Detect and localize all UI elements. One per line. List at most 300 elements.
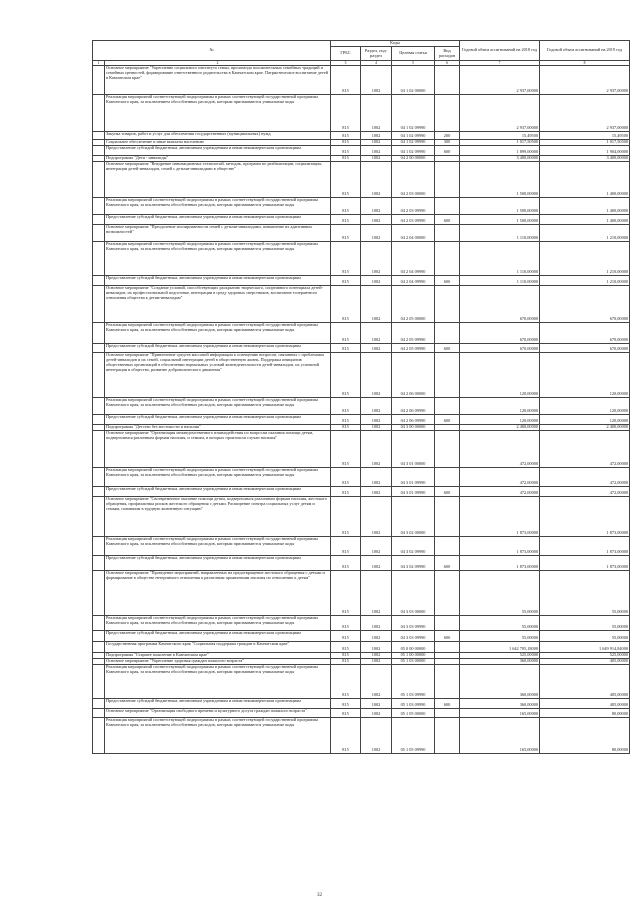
amount-2019-cell: 55,00000 (540, 571, 630, 616)
amount-2019-cell: 80,00000 (540, 718, 630, 754)
row-number-cell (93, 699, 105, 709)
row-number-cell (93, 323, 105, 344)
expense-type-cell (435, 431, 460, 468)
amount-2018-cell: 1 500,00000 (460, 162, 540, 198)
amount-2019-cell: 405,00000 (540, 699, 630, 709)
expense-type-cell: 600 (435, 556, 460, 571)
razdel-cell: 1002 (361, 415, 392, 425)
table-row (93, 616, 630, 631)
table-row (93, 215, 630, 225)
expense-type-cell (435, 323, 460, 344)
row-number-cell (93, 344, 105, 353)
amount-2018-cell: 120,00000 (460, 398, 540, 415)
grbs-cell: 815 (331, 642, 361, 653)
row-name-cell: Основное мероприятие "Создание условий, способствующих раскрытию творческого, спортивного потенциала детей-инвалидов, их профессиональной подготовке, интеграции в среду здоровых сверстников, воспитание толерантного отношения общества к детям-инвалидам" (105, 286, 331, 323)
target-article-cell: 04 3 02 00000 (392, 497, 435, 537)
row-name-cell: Основное мероприятие "Преодоление изолированности семей с детьми-инвалидами, повышение их адаптивных возможностей" (105, 225, 331, 242)
amount-2019-cell: 55,00000 (540, 631, 630, 642)
table-row (93, 718, 630, 754)
razdel-cell: 1002 (361, 665, 392, 699)
table-row (93, 699, 630, 709)
grbs-cell: 815 (331, 140, 361, 146)
row-name-cell: Государственная программа Камчатского края "Социальная поддержка граждан в Камчатском крае" (105, 642, 331, 653)
table-header (93, 41, 630, 66)
amount-2019-cell: 120,00000 (540, 398, 630, 415)
row-name-cell: Подпрограмма "Дети - инвалиды" (105, 156, 331, 162)
header-cs: Целевая статья (392, 47, 435, 61)
razdel-cell: 1002 (361, 242, 392, 276)
grbs-cell: 815 (331, 286, 361, 323)
razdel-cell: 1002 (361, 659, 392, 665)
grbs-cell: 815 (331, 323, 361, 344)
header-num: № (93, 41, 331, 61)
razdel-cell: 1002 (361, 162, 392, 198)
row-name-cell: Реализация мероприятий соответствующей подпрограммы в рамках соответствующей государственной программы Камчатского края, за исключением обособленных расходов, которым присваиваются уникальные коды (105, 95, 331, 132)
razdel-cell: 1002 (361, 344, 392, 353)
header-2018: Годовой объем ассигнований на 2018 год (460, 41, 540, 61)
row-name-cell: Реализация мероприятий соответствующей подпрограммы в рамках соответствующей государственной программы Камчатского края, за исключением обособленных расходов, которым присваиваются уникальные коды (105, 665, 331, 699)
razdel-cell: 1002 (361, 146, 392, 156)
col-num: 5 (392, 61, 435, 66)
row-name-cell: Реализация мероприятий соответствующей подпрограммы в рамках соответствующей государственной программы Камчатского края, за исключением обособленных расходов, которым присваиваются уникальные коды (105, 718, 331, 754)
row-number-cell (93, 537, 105, 556)
amount-2018-cell: 1 500,00000 (460, 198, 540, 215)
table-row (93, 497, 630, 537)
expense-type-cell: 600 (435, 344, 460, 353)
amount-2018-cell: 120,00000 (460, 353, 540, 398)
amount-2018-cell: 670,00000 (460, 323, 540, 344)
amount-2018-cell: 360,00000 (460, 659, 540, 665)
amount-2019-cell: 120,00000 (540, 353, 630, 398)
amount-2019-cell: 405,00000 (540, 665, 630, 699)
grbs-cell: 815 (331, 571, 361, 616)
row-number-cell (93, 431, 105, 468)
amount-2018-cell: 1 017,50500 (460, 140, 540, 146)
target-article-cell: 05 1 03 00000 (392, 659, 435, 665)
target-article-cell: 05 1 00 00000 (392, 653, 435, 659)
amount-2018-cell: 2 400,00000 (460, 425, 540, 431)
table-row (93, 225, 630, 242)
amount-2018-cell: 1 110,00000 (460, 225, 540, 242)
target-article-cell: 04 3 03 09990 (392, 631, 435, 642)
table-row (93, 344, 630, 353)
grbs-cell: 815 (331, 616, 361, 631)
row-number-cell (93, 571, 105, 616)
table-row (93, 323, 630, 344)
row-number-cell (93, 415, 105, 425)
amount-2019-cell: 670,00000 (540, 323, 630, 344)
amount-2018-cell: 472,00000 (460, 487, 540, 497)
amount-2019-cell: 472,00000 (540, 431, 630, 468)
grbs-cell: 815 (331, 215, 361, 225)
row-number-cell (93, 709, 105, 718)
grbs-cell: 815 (331, 276, 361, 286)
amount-2018-cell: 1 642 705,18000 (460, 642, 540, 653)
target-article-cell: 04 3 00 00000 (392, 425, 435, 431)
target-article-cell: 04 1 02 09990 (392, 146, 435, 156)
grbs-cell: 815 (331, 242, 361, 276)
amount-2018-cell: 360,00000 (460, 699, 540, 709)
row-name-cell: Предоставление субсидий бюджетным, автономным учреждениям и иным некоммерческим организациям (105, 215, 331, 225)
amount-2019-cell: 1 873,00000 (540, 556, 630, 571)
page-number: 32 (317, 893, 322, 898)
target-article-cell: 04 3 01 00000 (392, 431, 435, 468)
razdel-cell: 1002 (361, 140, 392, 146)
amount-2018-cell: 1 873,00000 (460, 497, 540, 537)
target-article-cell: 04 2 06 00000 (392, 353, 435, 398)
amount-2018-cell: 55,00000 (460, 631, 540, 642)
row-name-cell: Основное мероприятие "Укрепление здоровья граждан пожилого возраста" (105, 659, 331, 665)
amount-2018-cell: 1 110,00000 (460, 242, 540, 276)
amount-2018-cell: 1 899,00000 (460, 146, 540, 156)
razdel-cell: 1002 (361, 556, 392, 571)
row-number-cell (93, 66, 105, 95)
row-number-cell (93, 665, 105, 699)
row-number-cell (93, 718, 105, 754)
razdel-cell: 1002 (361, 642, 392, 653)
amount-2018-cell: 165,00000 (460, 718, 540, 754)
target-article-cell: 04 1 02 00000 (392, 66, 435, 95)
amount-2019-cell: 472,00000 (540, 468, 630, 487)
razdel-cell: 1002 (361, 95, 392, 132)
col-num: 2 (105, 61, 331, 66)
row-name-cell: Социальное обеспечение и иные выплаты населению (105, 140, 331, 146)
amount-2018-cell: 1 110,00000 (460, 276, 540, 286)
grbs-cell: 815 (331, 709, 361, 718)
amount-2019-cell: 2 937,00000 (540, 66, 630, 95)
target-article-cell: 05 0 00 00000 (392, 642, 435, 653)
header-razdel: Раздел, под-раздел (361, 47, 392, 61)
col-num: 1 (93, 61, 105, 66)
amount-2018-cell: 472,00000 (460, 431, 540, 468)
table-row (93, 66, 630, 95)
razdel-cell: 1002 (361, 425, 392, 431)
row-number-cell (93, 286, 105, 323)
target-article-cell: 05 1 05 00000 (392, 709, 435, 718)
razdel-cell: 1002 (361, 468, 392, 487)
expense-type-cell (435, 242, 460, 276)
amount-2018-cell: 670,00000 (460, 286, 540, 323)
razdel-cell: 1002 (361, 276, 392, 286)
amount-2019-cell: 1 904,00000 (540, 146, 630, 156)
row-name-cell: Предоставление субсидий бюджетным, автономным учреждениям и иным некоммерческим организациям (105, 415, 331, 425)
amount-2019-cell: 55,00000 (540, 616, 630, 631)
table-row (93, 487, 630, 497)
razdel-cell: 1002 (361, 616, 392, 631)
razdel-cell: 1002 (361, 323, 392, 344)
table-row (93, 353, 630, 398)
grbs-cell: 815 (331, 468, 361, 487)
row-name-cell: Предоставление субсидий бюджетным, автономным учреждениям и иным некоммерческим организациям (105, 556, 331, 571)
amount-2018-cell: 670,00000 (460, 344, 540, 353)
header-grbs: ГРБС (331, 47, 361, 61)
row-name-cell: Основное мероприятие "Укрепление социального института семьи, пропаганда положительных семейных традиций и семейных ценностей, формирование ответственного родительства в Камчатском крае. Патриотическое воспитание детей в Камчатском крае" (105, 66, 331, 95)
target-article-cell: 05 1 05 09990 (392, 718, 435, 754)
target-article-cell: 04 1 02 09990 (392, 132, 435, 140)
col-num: 7 (460, 61, 540, 66)
expense-type-cell (435, 642, 460, 653)
grbs-cell: 815 (331, 146, 361, 156)
razdel-cell: 1002 (361, 487, 392, 497)
row-number-cell (93, 162, 105, 198)
expense-type-cell (435, 66, 460, 95)
target-article-cell: 04 2 04 00000 (392, 225, 435, 242)
row-name-cell: Основное мероприятие "Организация межведомственного взаимодействия по вопросам оказания помощи детям, подвергшимся различным формам насилия, и семьям, в которых произошли случаи насилия" (105, 431, 331, 468)
expense-type-cell: 600 (435, 415, 460, 425)
expense-type-cell (435, 286, 460, 323)
amount-2018-cell: 360,00000 (460, 665, 540, 699)
amount-2019-cell: 1 400,00000 (540, 215, 630, 225)
amount-2019-cell: 1 873,00000 (540, 497, 630, 537)
amount-2019-cell: 1 873,00000 (540, 537, 630, 556)
target-article-cell: 04 2 05 09990 (392, 323, 435, 344)
grbs-cell: 815 (331, 225, 361, 242)
amount-2019-cell: 80,00000 (540, 709, 630, 718)
expense-type-cell: 600 (435, 276, 460, 286)
row-name-cell: Основное мероприятие "Привлечение средств массовой информации к освещению вопросов, связанных с проблемами детей-инвалидов и их семей, социальной интеграции детей в общественную жизнь. Поддержка инициатив общественных организаций в обеспечении нормальных условий жизнедеятельности детей-инвалидов, их успешной интеграции в общество, развитие добровольческого движения" (105, 353, 331, 398)
row-number-cell (93, 242, 105, 276)
target-article-cell: 04 3 02 09990 (392, 537, 435, 556)
expense-type-cell (435, 616, 460, 631)
row-number-cell (93, 353, 105, 398)
amount-2019-cell: 472,00000 (540, 487, 630, 497)
table-row (93, 642, 630, 653)
amount-2019-cell: 1 400,00000 (540, 162, 630, 198)
row-number-cell (93, 398, 105, 415)
target-article-cell: 05 1 03 09990 (392, 699, 435, 709)
target-article-cell: 04 2 00 00000 (392, 156, 435, 162)
expense-type-cell (435, 497, 460, 537)
razdel-cell: 1002 (361, 718, 392, 754)
row-name-cell: Основное мероприятие "Организация свободного времени и культурного досуга граждан пожилого возраста" (105, 709, 331, 718)
grbs-cell: 815 (331, 415, 361, 425)
amount-2019-cell: 120,00000 (540, 415, 630, 425)
row-number-cell (93, 215, 105, 225)
row-name-cell: Предоставление субсидий бюджетным, автономным учреждениям и иным некоммерческим организациям (105, 487, 331, 497)
amount-2019-cell: 405,00000 (540, 659, 630, 665)
row-number-cell (93, 642, 105, 653)
expense-type-cell: 600 (435, 146, 460, 156)
expense-type-cell (435, 225, 460, 242)
amount-2018-cell: 1 500,00000 (460, 215, 540, 225)
target-article-cell: 04 3 03 00000 (392, 571, 435, 616)
grbs-cell: 815 (331, 665, 361, 699)
grbs-cell: 815 (331, 398, 361, 415)
amount-2019-cell: 15,49500 (540, 132, 630, 140)
amount-2018-cell: 3 400,00000 (460, 156, 540, 162)
grbs-cell: 815 (331, 718, 361, 754)
expense-type-cell: 600 (435, 699, 460, 709)
grbs-cell: 815 (331, 156, 361, 162)
razdel-cell: 1002 (361, 198, 392, 215)
grbs-cell: 815 (331, 132, 361, 140)
budget-table (92, 40, 630, 754)
row-name-cell: Основное мероприятие "Своевременное оказание помощи детям, подвергшимся различным формам насилия, жестокого обращения, профилактика рисков жестокого обращения с детьми. Расширение спектра социальных услуг детям и семьям, попавшим в трудную жизненную ситуацию" (105, 497, 331, 537)
razdel-cell: 1002 (361, 497, 392, 537)
table-row (93, 556, 630, 571)
target-article-cell: 04 2 05 00000 (392, 286, 435, 323)
amount-2018-cell: 55,00000 (460, 616, 540, 631)
col-num: 4 (361, 61, 392, 66)
target-article-cell: 04 2 05 09990 (392, 344, 435, 353)
row-name-cell: Предоставление субсидий бюджетным, автономным учреждениям и иным некоммерческим организациям (105, 276, 331, 286)
grbs-cell: 815 (331, 699, 361, 709)
razdel-cell: 1002 (361, 132, 392, 140)
razdel-cell: 1002 (361, 398, 392, 415)
row-number-cell (93, 132, 105, 140)
table-row (93, 537, 630, 556)
grbs-cell: 815 (331, 198, 361, 215)
row-number-cell (93, 276, 105, 286)
row-name-cell: Подпрограмма "Детство без жестокости и насилия" (105, 425, 331, 431)
row-name-cell: Подпрограмма "Старшее поколение в Камчатском крае" (105, 653, 331, 659)
row-name-cell: Реализация мероприятий соответствующей подпрограммы в рамках соответствующей государственной программы Камчатского края, за исключением обособленных расходов, которым присваиваются уникальные коды (105, 537, 331, 556)
row-name-cell: Закупка товаров, работ и услуг для обеспечения государственных (муниципальных) нужд (105, 132, 331, 140)
target-article-cell: 04 1 02 09990 (392, 140, 435, 146)
table-row (93, 276, 630, 286)
grbs-cell: 815 (331, 344, 361, 353)
table-row (93, 709, 630, 718)
grbs-cell: 815 (331, 95, 361, 132)
table-row (93, 286, 630, 323)
target-article-cell: 04 1 02 09990 (392, 95, 435, 132)
col-num: 8 (540, 61, 630, 66)
amount-2019-cell: 1 649 914,84000 (540, 642, 630, 653)
razdel-cell: 1002 (361, 286, 392, 323)
amount-2019-cell: 1 017,50500 (540, 140, 630, 146)
expense-type-cell (435, 665, 460, 699)
razdel-cell: 1002 (361, 215, 392, 225)
razdel-cell: 1002 (361, 571, 392, 616)
col-num: 3 (331, 61, 361, 66)
row-name-cell: Реализация мероприятий соответствующей подпрограммы в рамках соответствующей государственной программы Камчатского края, за исключением обособленных расходов, которым присваиваются уникальные коды (105, 398, 331, 415)
expense-type-cell (435, 95, 460, 132)
target-article-cell: 04 2 03 09990 (392, 215, 435, 225)
target-article-cell: 04 2 04 09990 (392, 242, 435, 276)
amount-2018-cell: 472,00000 (460, 468, 540, 487)
expense-type-cell (435, 468, 460, 487)
table-row (93, 631, 630, 642)
budget-table-sheet (92, 40, 629, 754)
table-row (93, 398, 630, 415)
row-number-cell (93, 146, 105, 156)
razdel-cell: 1002 (361, 699, 392, 709)
expense-type-cell (435, 162, 460, 198)
row-number-cell (93, 631, 105, 642)
amount-2018-cell: 165,00000 (460, 709, 540, 718)
razdel-cell: 1002 (361, 431, 392, 468)
row-name-cell: Предоставление субсидий бюджетным, автономным учреждениям и иным некоммерческим организациям (105, 699, 331, 709)
target-article-cell: 04 2 06 09990 (392, 415, 435, 425)
row-name-cell: Предоставление субсидий бюджетным, автономным учреждениям и иным некоммерческим организациям (105, 344, 331, 353)
table-row (93, 431, 630, 468)
target-article-cell: 04 2 03 00000 (392, 162, 435, 198)
table-body (93, 66, 630, 754)
grbs-cell: 815 (331, 66, 361, 95)
row-number-cell (93, 556, 105, 571)
grbs-cell: 815 (331, 487, 361, 497)
table-row (93, 95, 630, 132)
expense-type-cell (435, 198, 460, 215)
grbs-cell: 815 (331, 653, 361, 659)
row-number-cell (93, 616, 105, 631)
razdel-cell: 1002 (361, 631, 392, 642)
amount-2018-cell: 2 937,00000 (460, 66, 540, 95)
row-number-cell (93, 497, 105, 537)
target-article-cell: 04 3 03 09990 (392, 616, 435, 631)
target-article-cell: 04 3 01 09990 (392, 468, 435, 487)
grbs-cell: 815 (331, 659, 361, 665)
target-article-cell: 04 2 06 09990 (392, 398, 435, 415)
row-name-cell: Основное мероприятие "Проведение мероприятий, направленных на предотвращение жестокого обращения с детьми и формирование в обществе нетерпимого отношения к различным проявлениям насилия по отношению к детям" (105, 571, 331, 616)
amount-2019-cell: 2 400,00000 (540, 425, 630, 431)
grbs-cell: 815 (331, 497, 361, 537)
grbs-cell: 815 (331, 353, 361, 398)
amount-2018-cell: 1 873,00000 (460, 537, 540, 556)
header-codes: Коды (331, 41, 460, 47)
target-article-cell: 05 1 03 09990 (392, 665, 435, 699)
amount-2018-cell: 55,00000 (460, 571, 540, 616)
row-name-cell: Реализация мероприятий соответствующей подпрограммы в рамках соответствующей государственной программы Камчатского края, за исключением обособленных расходов, которым присваиваются уникальные коды (105, 323, 331, 344)
expense-type-cell: 600 (435, 215, 460, 225)
target-article-cell: 04 2 04 09990 (392, 276, 435, 286)
expense-type-cell (435, 709, 460, 718)
row-number-cell (93, 225, 105, 242)
grbs-cell: 815 (331, 162, 361, 198)
expense-type-cell: 200 (435, 132, 460, 140)
header-2019: Годовой объем ассигнований на 2019 год (540, 41, 630, 61)
expense-type-cell (435, 718, 460, 754)
row-number-cell (93, 198, 105, 215)
table-row (93, 162, 630, 198)
razdel-cell: 1002 (361, 709, 392, 718)
amount-2019-cell: 525,00000 (540, 653, 630, 659)
row-name-cell: Реализация мероприятий соответствующей подпрограммы в рамках соответствующей государственной программы Камчатского края, за исключением обособленных расходов, которым присваиваются уникальные коды (105, 468, 331, 487)
expense-type-cell: 600 (435, 487, 460, 497)
razdel-cell: 1002 (361, 225, 392, 242)
razdel-cell: 1002 (361, 353, 392, 398)
amount-2019-cell: 1 210,00000 (540, 276, 630, 286)
grbs-cell: 815 (331, 537, 361, 556)
header-vr: Вид расходов (435, 47, 460, 61)
table-row (93, 415, 630, 425)
row-name-cell: Основное мероприятие "Внедрение инновационных технологий, методик, программ по реабилитации, социализации, интеграции детей-инвалидов, семей с детьми-инвалидами в обществе" (105, 162, 331, 198)
amount-2018-cell: 120,00000 (460, 415, 540, 425)
target-article-cell: 04 2 03 09990 (392, 198, 435, 215)
target-article-cell: 04 3 02 09990 (392, 556, 435, 571)
row-number-cell (93, 468, 105, 487)
expense-type-cell (435, 571, 460, 616)
amount-2019-cell: 1 400,00000 (540, 198, 630, 215)
amount-2019-cell: 2 937,00000 (540, 95, 630, 132)
row-number-cell (93, 487, 105, 497)
expense-type-cell: 600 (435, 631, 460, 642)
row-number-cell (93, 95, 105, 132)
amount-2018-cell: 15,49500 (460, 132, 540, 140)
row-name-cell: Реализация мероприятий соответствующей подпрограммы в рамках соответствующей государственной программы Камчатского края, за исключением обособленных расходов, которым присваиваются уникальные коды (105, 242, 331, 276)
grbs-cell: 815 (331, 556, 361, 571)
row-name-cell: Предоставление субсидий бюджетным, автономным учреждениям и иным некоммерческим организациям (105, 146, 331, 156)
razdel-cell: 1002 (361, 653, 392, 659)
grbs-cell: 815 (331, 631, 361, 642)
grbs-cell: 815 (331, 425, 361, 431)
table-row (93, 571, 630, 616)
table-row (93, 146, 630, 156)
razdel-cell: 1002 (361, 66, 392, 95)
amount-2019-cell: 670,00000 (540, 344, 630, 353)
table-row (93, 468, 630, 487)
amount-2019-cell: 3 400,00000 (540, 156, 630, 162)
